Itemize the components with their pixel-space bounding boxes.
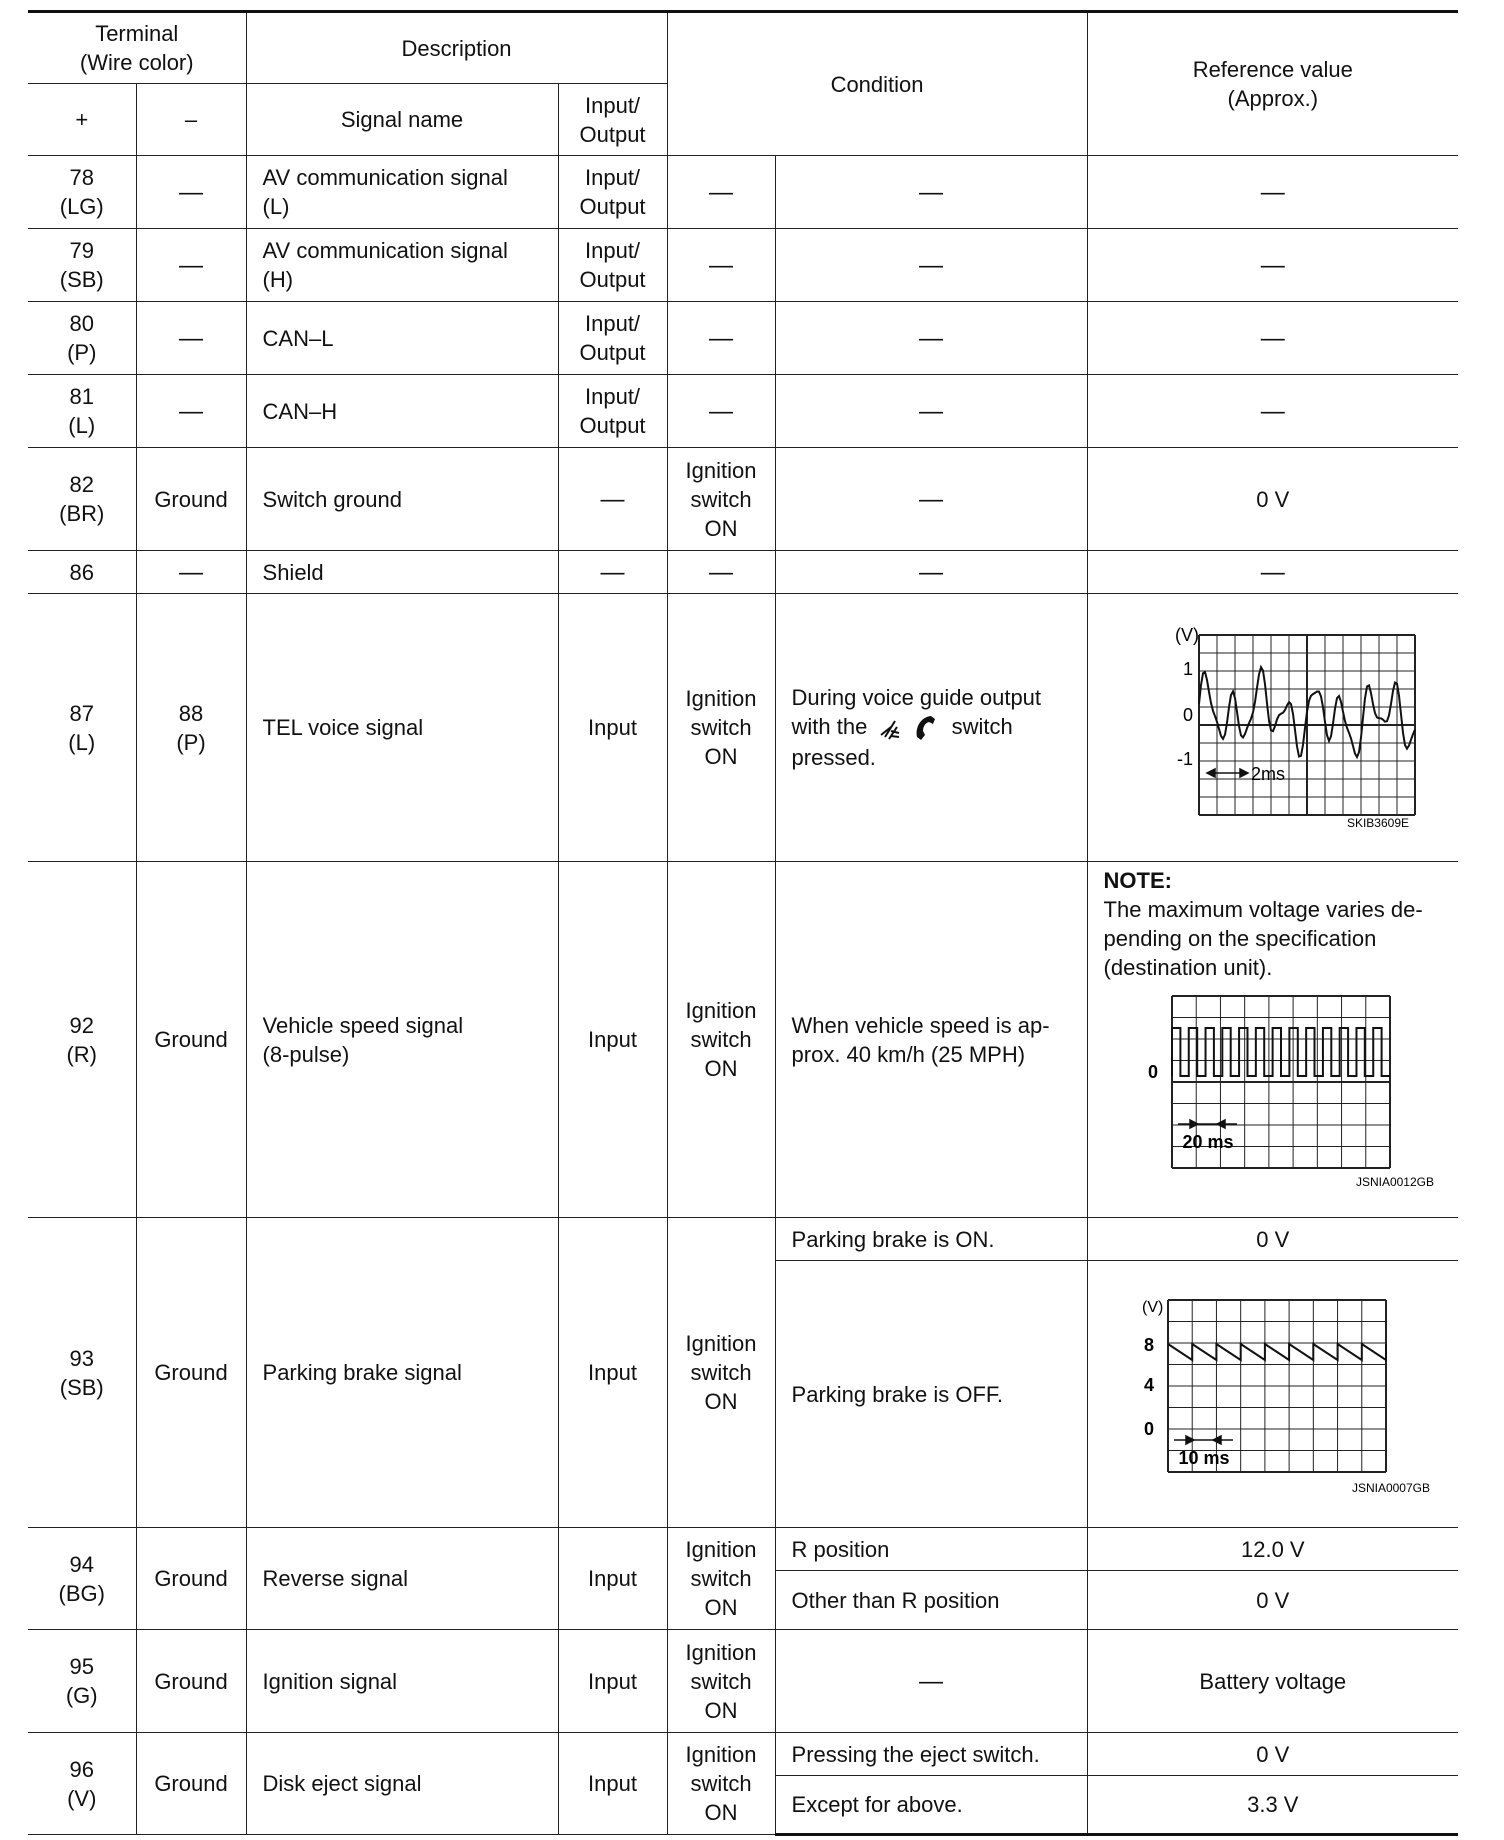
- reference-value-header: Reference value (Approx.): [1087, 12, 1458, 156]
- figure-code: JSNIA0012GB: [1355, 1175, 1434, 1189]
- table-row: [28, 1733, 1458, 1776]
- io-type: Input: [558, 1733, 667, 1835]
- signal-name: Parking brake signal: [246, 1218, 558, 1528]
- reference-value: 3.3 V: [1087, 1776, 1458, 1835]
- figure-code: JSNIA0007GB: [1351, 1480, 1430, 1495]
- terminal-minus: —: [136, 156, 246, 229]
- reference-value: [1087, 594, 1458, 862]
- condition-detail: When vehicle speed is ap- prox. 40 km/h (25 MPH): [775, 862, 1087, 1218]
- plus-header: +: [28, 84, 136, 156]
- terminal-header: Terminal (Wire color): [28, 12, 246, 84]
- terminal-plus: 78 (LG): [28, 156, 136, 229]
- terminal-minus: Ground: [136, 1528, 246, 1630]
- vehicle-speed-waveform: [1112, 988, 1442, 1193]
- terminal-reference-table-page: [28, 10, 1458, 1840]
- reference-value: 0 V: [1087, 1571, 1458, 1630]
- condition-header: Condition: [667, 12, 1087, 156]
- signal-name-header: Signal name: [246, 84, 558, 156]
- io-type: Input/ Output: [558, 156, 667, 229]
- terminal-plus: 96 (V): [28, 1733, 136, 1835]
- condition-switch: Ignition switch ON: [667, 1630, 775, 1733]
- reference-value: 12.0 V: [1087, 1528, 1458, 1571]
- waveform-trace: [1172, 1028, 1390, 1076]
- reference-value: —: [1087, 229, 1458, 302]
- condition-detail: —: [775, 375, 1087, 448]
- condition-switch: Ignition switch ON: [667, 594, 775, 862]
- io-type: Input/ Output: [558, 302, 667, 375]
- condition-switch: —: [667, 551, 775, 594]
- waveform-grid: [1199, 635, 1415, 815]
- condition-detail: R position: [775, 1528, 1087, 1571]
- time-division-label: 10 ms: [1178, 1447, 1230, 1468]
- phone-talk-icon: [877, 713, 941, 743]
- condition-detail: —: [775, 551, 1087, 594]
- io-type: Input: [558, 1630, 667, 1733]
- io-type: Input: [558, 594, 667, 862]
- condition-detail: —: [775, 302, 1087, 375]
- minus-header: –: [136, 84, 246, 156]
- terminal-plus: 94 (BG): [28, 1528, 136, 1630]
- y-tick-label: 1: [1182, 658, 1193, 679]
- io-type: Input: [558, 862, 667, 1218]
- io-type: —: [558, 448, 667, 551]
- signal-name: Vehicle speed signal (8-pulse): [246, 862, 558, 1218]
- table-row: [28, 302, 1458, 375]
- condition-switch: Ignition switch ON: [667, 1528, 775, 1630]
- y-tick-label: -1: [1176, 748, 1193, 769]
- waveform-grid: [1168, 1300, 1386, 1472]
- terminal-plus: 92 (R): [28, 862, 136, 1218]
- reference-value: 0 V: [1087, 1733, 1458, 1776]
- condition-detail: Except for above.: [775, 1776, 1087, 1835]
- note-title: NOTE:: [1103, 868, 1172, 893]
- time-division-label: 2ms: [1250, 763, 1285, 784]
- io-type: Input: [558, 1218, 667, 1528]
- condition-switch: —: [667, 302, 775, 375]
- description-header: Description: [246, 12, 667, 84]
- condition-detail: —: [775, 156, 1087, 229]
- terminal-plus: 93 (SB): [28, 1218, 136, 1528]
- terminal-plus: 80 (P): [28, 302, 136, 375]
- condition-switch: Ignition switch ON: [667, 1733, 775, 1835]
- io-type: Input/ Output: [558, 375, 667, 448]
- signal-name: Disk eject signal: [246, 1733, 558, 1835]
- table-row: [28, 1218, 1458, 1261]
- terminal-table: [28, 10, 1458, 1836]
- time-division-arrow: [1174, 1436, 1233, 1444]
- condition-detail: Parking brake is OFF.: [775, 1261, 1087, 1528]
- condition-detail: —: [775, 229, 1087, 302]
- condition-detail: —: [775, 1630, 1087, 1733]
- terminal-plus: 95 (G): [28, 1630, 136, 1733]
- reference-value: [1087, 1261, 1458, 1528]
- condition-switch: Ignition switch ON: [667, 862, 775, 1218]
- condition-switch: Ignition switch ON: [667, 448, 775, 551]
- figure-code: SKIB3609E: [1346, 815, 1409, 830]
- y-tick-label: 4: [1143, 1374, 1154, 1395]
- condition-detail: During voice guide output with the switch pressed.: [775, 594, 1087, 862]
- signal-name: Ignition signal: [246, 1630, 558, 1733]
- io-type: —: [558, 551, 667, 594]
- table-row: [28, 156, 1458, 229]
- signal-name: AV communication signal (L): [246, 156, 558, 229]
- reference-value: —: [1087, 156, 1458, 229]
- terminal-plus: 86: [28, 551, 136, 594]
- header-row-1: [28, 12, 1458, 84]
- time-division-arrow: [1178, 1120, 1237, 1128]
- terminal-plus: 79 (SB): [28, 229, 136, 302]
- terminal-minus: Ground: [136, 1733, 246, 1835]
- y-tick-label: 8: [1143, 1334, 1154, 1355]
- waveform-trace: [1168, 1344, 1386, 1360]
- y-unit-label: (V): [1174, 624, 1199, 645]
- tel-voice-waveform: [1123, 623, 1423, 833]
- note-block: NOTE: The maximum voltage varies de- pending on the specification (destination unit).: [1104, 862, 1451, 982]
- time-division-arrow: [1207, 769, 1248, 777]
- table-row: [28, 551, 1458, 594]
- condition-switch: —: [667, 375, 775, 448]
- table-row: [28, 1630, 1458, 1733]
- y-tick-label: 0: [1143, 1418, 1154, 1439]
- y-tick-label: 0: [1182, 704, 1193, 725]
- terminal-minus: Ground: [136, 1218, 246, 1528]
- reference-value: 0 V: [1087, 1218, 1458, 1261]
- terminal-plus: 87 (L): [28, 594, 136, 862]
- table-row: [28, 594, 1458, 862]
- terminal-minus: Ground: [136, 448, 246, 551]
- signal-name: CAN–L: [246, 302, 558, 375]
- io-type: Input/ Output: [558, 229, 667, 302]
- y-unit-label: (V): [1141, 1298, 1164, 1316]
- terminal-minus: —: [136, 302, 246, 375]
- signal-name: Reverse signal: [246, 1528, 558, 1630]
- input-output-header: Input/ Output: [558, 84, 667, 156]
- condition-detail: Pressing the eject switch.: [775, 1733, 1087, 1776]
- signal-name: Shield: [246, 551, 558, 594]
- table-row: [28, 448, 1458, 551]
- terminal-minus: —: [136, 375, 246, 448]
- parking-brake-waveform: [1108, 1292, 1438, 1497]
- terminal-minus: Ground: [136, 1630, 246, 1733]
- condition-detail: Parking brake is ON.: [775, 1218, 1087, 1261]
- reference-value: 0 V: [1087, 448, 1458, 551]
- condition-detail: Other than R position: [775, 1571, 1087, 1630]
- reference-value: [1087, 862, 1458, 1218]
- signal-name: TEL voice signal: [246, 594, 558, 862]
- terminal-minus: —: [136, 551, 246, 594]
- io-type: Input: [558, 1528, 667, 1630]
- reference-value: —: [1087, 551, 1458, 594]
- terminal-plus: 82 (BR): [28, 448, 136, 551]
- terminal-minus: 88 (P): [136, 594, 246, 862]
- y-tick-label: 0: [1147, 1062, 1158, 1082]
- terminal-plus: 81 (L): [28, 375, 136, 448]
- terminal-minus: Ground: [136, 862, 246, 1218]
- reference-value: —: [1087, 375, 1458, 448]
- signal-name: AV communication signal (H): [246, 229, 558, 302]
- time-division-label: 20 ms: [1182, 1132, 1234, 1152]
- signal-name: CAN–H: [246, 375, 558, 448]
- condition-switch: Ignition switch ON: [667, 1218, 775, 1528]
- table-row: [28, 862, 1458, 1218]
- condition-detail: —: [775, 448, 1087, 551]
- condition-switch: —: [667, 229, 775, 302]
- reference-value: —: [1087, 302, 1458, 375]
- reference-value: Battery voltage: [1087, 1630, 1458, 1733]
- terminal-minus: —: [136, 229, 246, 302]
- signal-name: Switch ground: [246, 448, 558, 551]
- table-row: [28, 375, 1458, 448]
- table-row: [28, 229, 1458, 302]
- table-row: [28, 1528, 1458, 1571]
- condition-switch: —: [667, 156, 775, 229]
